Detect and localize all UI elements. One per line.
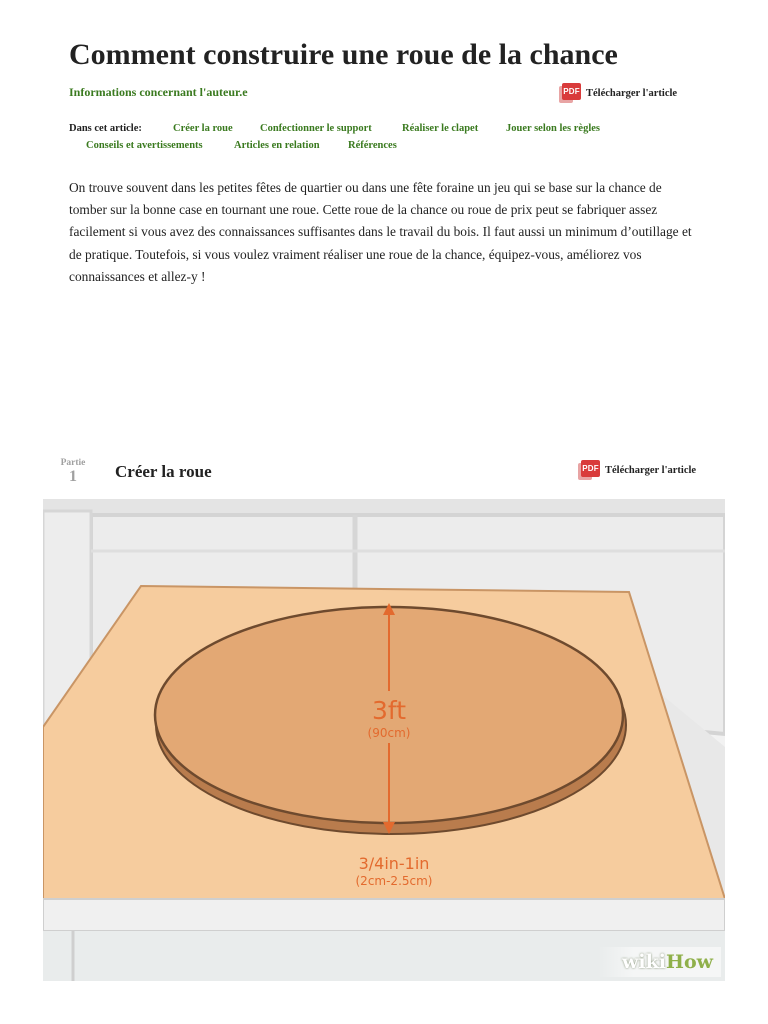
toc-item-references[interactable]: Références (348, 140, 397, 151)
part-number-badge (57, 458, 89, 486)
section-download-pdf-button[interactable] (578, 460, 696, 480)
diameter-cm-label: (90cm) (367, 726, 411, 740)
pdf-icon: PDF (559, 83, 581, 103)
wheel-drawing (43, 499, 725, 981)
download-pdf-button[interactable] (559, 83, 677, 103)
thickness-cm-label: (2cm-2.5cm) (355, 874, 433, 888)
table-of-contents (69, 123, 709, 157)
thickness-in-label: 3/4in-1in (358, 854, 430, 873)
toc-item-conseils-et-avertissements[interactable]: Conseils et avertissements (86, 140, 203, 151)
toc-item-confectionner-le-support[interactable]: Confectionner le support (260, 123, 372, 134)
step-illustration (43, 499, 725, 981)
part-number: 1 (69, 468, 77, 485)
part-word: Partie (60, 458, 86, 468)
toc-item-realiser-le-clapet[interactable]: Réaliser le clapet (402, 123, 479, 134)
toc-item-creer-la-roue[interactable]: Créer la roue (173, 123, 233, 134)
section-title: Créer la roue (115, 462, 212, 481)
section-download-pdf-label: Télécharger l'article (605, 464, 697, 476)
toc-item-articles-en-relation[interactable]: Articles en relation (234, 140, 320, 151)
wikihow-watermark: wiki How (598, 947, 721, 977)
toc-item-jouer-selon-les-regles[interactable]: Jouer selon les règles (506, 123, 600, 134)
download-pdf-label: Télécharger l'article (586, 87, 678, 99)
toc-label: Dans cet article: (69, 123, 142, 134)
article-title: Comment construire une roue de la chance (69, 38, 618, 71)
intro-paragraph: On trouve souvent dans les petites fêtes de quartier ou dans une fête foraine un jeu qui se base sur la chance de tomber sur la bonne case en tournant une roue. Cette roue de la chance ou roue de prix peut se fabriquer assez facilement si vous avez des connaissances suffisantes dans le travail du bois. Il faut aussi un minimum d’outillage et de pratique. Toutefois, si vous voulez vraiment réaliser une roue de la chance, équipez-vous, améliorez vos connaissances et allez-y ! (69, 180, 692, 284)
author-info-link[interactable]: Informations concernant l'auteur.e (69, 85, 248, 99)
diameter-ft-label: 3ft (371, 696, 407, 725)
pdf-icon: PDF (578, 460, 600, 480)
